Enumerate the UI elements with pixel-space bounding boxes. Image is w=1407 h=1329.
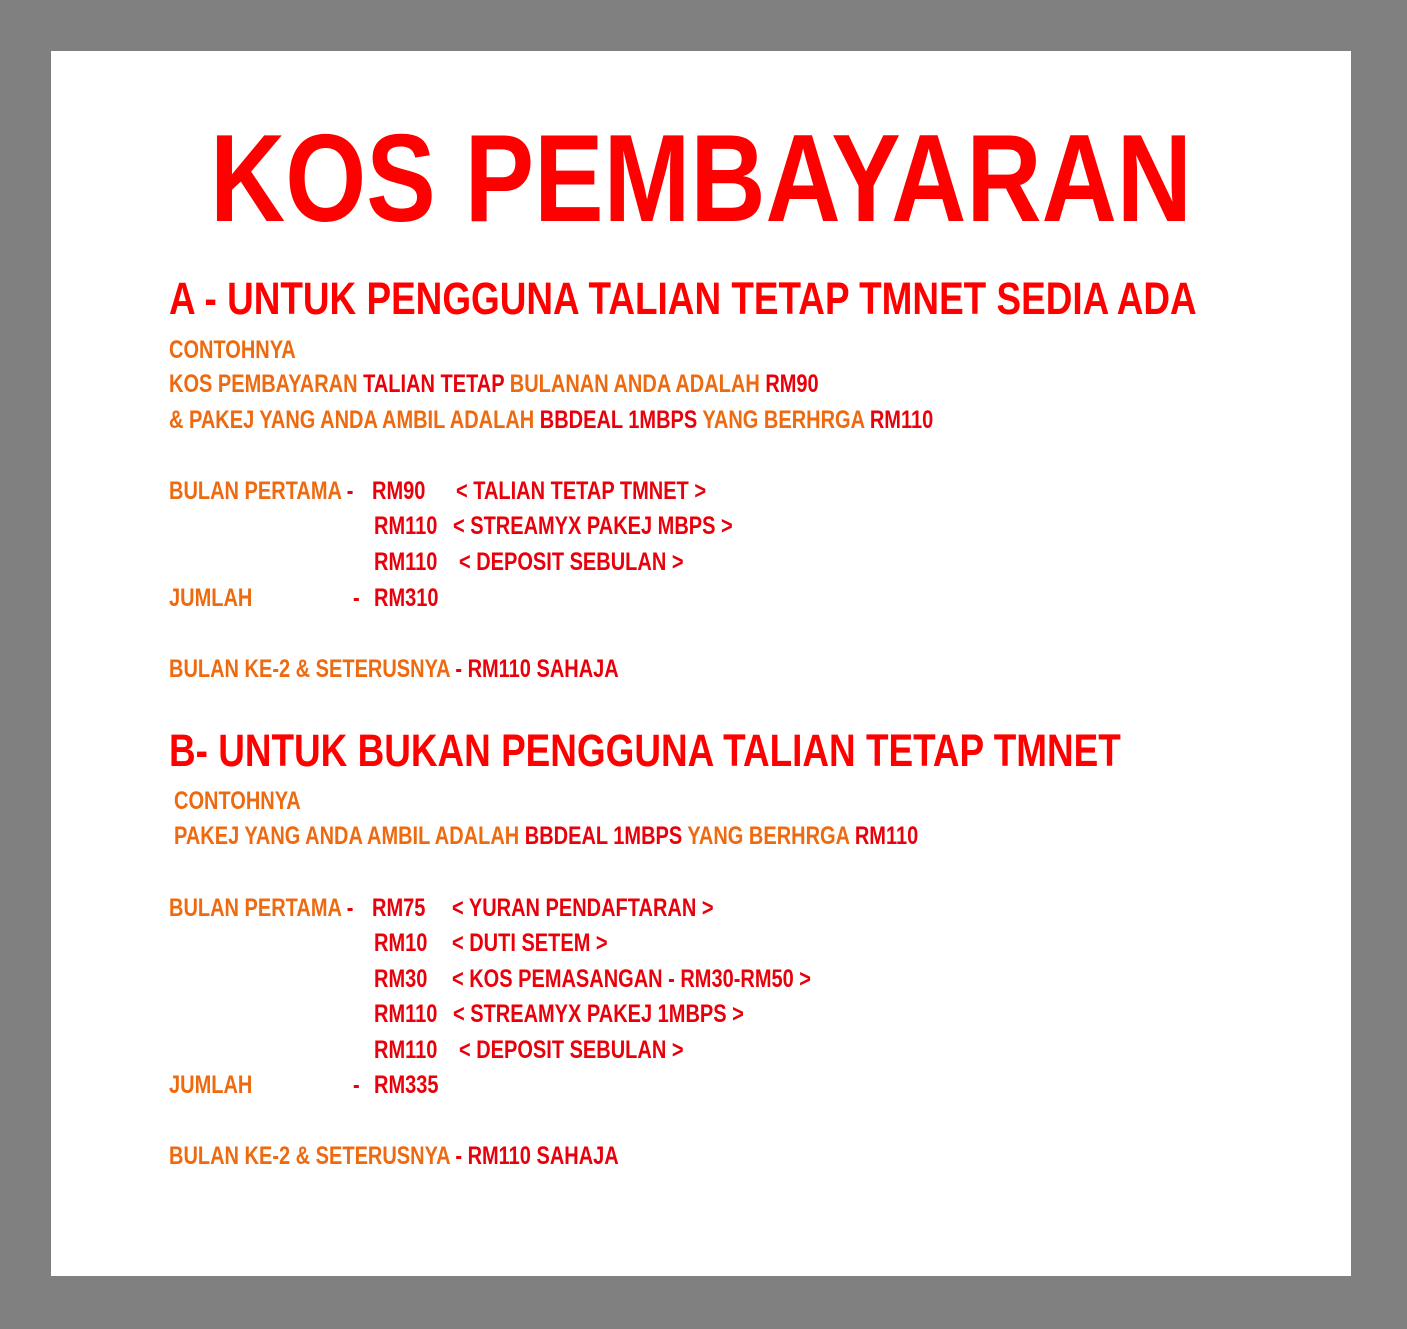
section-b-first-month-row [169, 892, 353, 924]
following-value: RM110 SAHAJA [467, 1142, 619, 1170]
text-segment: BBDEAL 1MBPS [524, 822, 683, 850]
section-a-example-label: CONTOHNYA [169, 336, 296, 364]
total-dash: - [353, 1071, 360, 1099]
following-label: BULAN KE-2 & SETERUSNYA [169, 1142, 450, 1170]
total-dash: - [353, 584, 360, 612]
total-value: RM335 [374, 1071, 439, 1099]
text-segment: RM110 [854, 822, 919, 850]
total-label: JUMLAH [169, 584, 253, 612]
cost-item-amount: RM110 [374, 512, 438, 540]
section-b-heading: B- UNTUK BUKAN PENGGUNA TALIAN TETAP TMNET [169, 725, 1121, 776]
text-segment: TALIAN TETAP [363, 370, 505, 398]
dash: - [341, 894, 354, 922]
text-segment: BBDEAL 1MBPS [539, 406, 698, 434]
cost-item-amount: RM75 [372, 894, 426, 922]
cost-item-amount: RM110 [374, 1036, 438, 1064]
cost-item-amount: RM110 [374, 1000, 438, 1028]
cost-item-amount: RM90 [372, 477, 426, 505]
section-a-example-line-1 [169, 368, 819, 400]
document-sheet [51, 51, 1351, 1276]
cost-item-description: < STREAMYX PAKEJ MBPS > [453, 512, 733, 540]
section-b-example-label: CONTOHNYA [174, 787, 301, 815]
first-month-label: BULAN PERTAMA [169, 894, 342, 922]
page-title: KOS PEMBAYARAN [209, 110, 1193, 248]
first-month-label: BULAN PERTAMA [169, 477, 342, 505]
cost-item-description: < YURAN PENDAFTARAN > [452, 894, 714, 922]
cost-item-description: < DUTI SETEM > [452, 929, 608, 957]
cost-item-description: < DEPOSIT SEBULAN > [459, 1036, 684, 1064]
section-b-example-line-1 [174, 820, 918, 852]
dash: - [449, 1142, 468, 1170]
text-segment: RM90 [765, 370, 819, 398]
cost-item-description: < TALIAN TETAP TMNET > [456, 477, 707, 505]
total-label: JUMLAH [169, 1071, 253, 1099]
section-a-example-line-2 [169, 404, 933, 436]
cost-item-description: < DEPOSIT SEBULAN > [459, 548, 684, 576]
section-b-following-months [169, 1140, 619, 1172]
text-segment: RM110 [869, 406, 934, 434]
total-value: RM310 [374, 584, 439, 612]
text-segment: YANG BERHRGA [682, 822, 855, 850]
text-segment: & PAKEJ YANG ANDA AMBIL ADALAH [169, 406, 540, 434]
text-segment: YANG BERHRGA [697, 406, 870, 434]
text-segment: PAKEJ YANG ANDA AMBIL ADALAH [174, 822, 525, 850]
text-segment: KOS PEMBAYARAN [169, 370, 364, 398]
cost-item-amount: RM30 [374, 965, 428, 993]
dash: - [449, 655, 468, 683]
following-value: RM110 SAHAJA [467, 655, 619, 683]
following-label: BULAN KE-2 & SETERUSNYA [169, 655, 450, 683]
text-segment: BULANAN ANDA ADALAH [504, 370, 766, 398]
cost-item-amount: RM10 [374, 929, 428, 957]
cost-item-amount: RM110 [374, 548, 438, 576]
section-a-first-month-row [169, 475, 353, 507]
section-a-heading: A - UNTUK PENGGUNA TALIAN TETAP TMNET SEDIA ADA [169, 273, 1197, 324]
dash: - [341, 477, 354, 505]
cost-item-description: < STREAMYX PAKEJ 1MBPS > [453, 1000, 744, 1028]
section-a-following-months [169, 653, 619, 685]
cost-item-description: < KOS PEMASANGAN - RM30-RM50 > [452, 965, 811, 993]
